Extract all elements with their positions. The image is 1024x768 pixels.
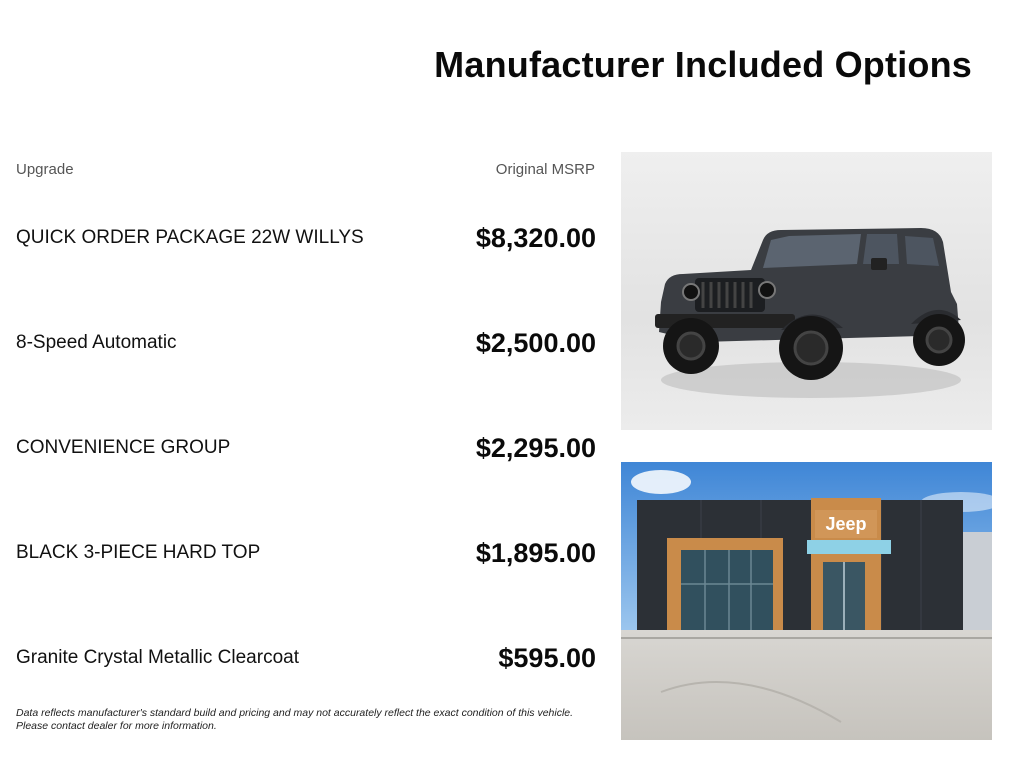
option-name: 8-Speed Automatic — [16, 332, 177, 353]
upgrade-column-header: Upgrade — [16, 161, 74, 178]
option-price: $2,295.00 — [475, 432, 596, 463]
dealership-image — [621, 462, 992, 740]
dealership-photo — [621, 462, 992, 740]
disclaimer-line: Please contact dealer for more information. — [16, 719, 217, 732]
option-price: $595.00 — [498, 642, 596, 673]
jeep-vehicle-image — [621, 152, 992, 430]
option-row — [16, 218, 596, 258]
option-name: QUICK ORDER PACKAGE 22W WILLYS — [16, 227, 364, 248]
option-name: BLACK 3-PIECE HARD TOP — [16, 542, 261, 563]
option-price: $8,320.00 — [475, 222, 596, 253]
page-title: Manufacturer Included Options — [434, 44, 972, 85]
option-price: $1,895.00 — [475, 537, 596, 568]
option-row — [16, 533, 596, 573]
option-row — [16, 428, 596, 468]
vehicle-photo — [621, 152, 992, 430]
option-row — [16, 638, 596, 678]
option-name: Granite Crystal Metallic Clearcoat — [16, 647, 299, 668]
disclaimer-line: Data reflects manufacturer's standard build and pricing and may not accurately reflect the exact condition of this vehicle. — [16, 707, 574, 719]
disclaimer — [16, 707, 606, 732]
option-name: CONVENIENCE GROUP — [16, 437, 231, 458]
jeep-sign: Jeep — [825, 514, 867, 534]
option-price: $2,500.00 — [475, 327, 596, 358]
option-row — [16, 323, 596, 363]
msrp-column-header: Original MSRP — [495, 161, 595, 178]
